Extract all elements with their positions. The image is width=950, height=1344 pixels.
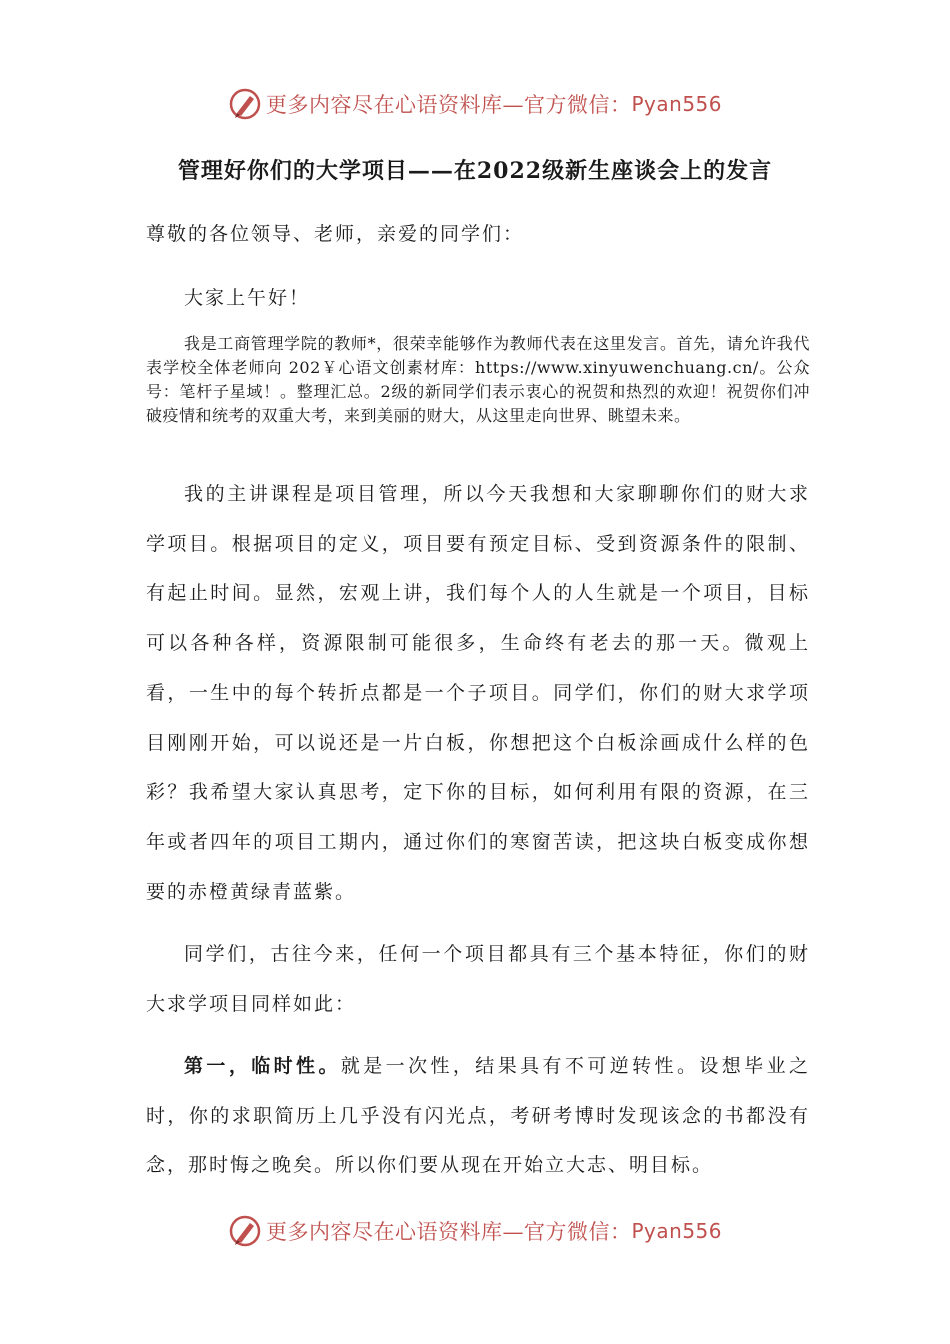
banner-wechat-id: Pyan556 — [631, 1219, 722, 1243]
banner-wechat-id: Pyan556 — [631, 92, 722, 116]
intro-paragraph: 我是工商管理学院的教师*，很荣幸能够作为教师代表在这里发言。首先，请允许我代表学校全体老师向 202￥心语文创素材库：https://www.xinyuwenchuang.cn/。公众号：笔杆子星域！。整理汇总。2级的新同学们表示衷心的祝贺和热烈的欢迎！祝贺你们冲破疫情和统考的双重大考，来到美丽的财大，从这里走向世界、眺望未来。 — [146, 334, 810, 425]
banner-text: 更多内容尽在心语资料库—官方微信： — [265, 93, 632, 117]
paragraph-lead: 第一，临时性。 — [184, 1055, 341, 1077]
greeting: 大家上午好！ — [184, 287, 311, 309]
pen-logo-icon — [228, 1214, 262, 1248]
paragraph-temporariness — [146, 1042, 810, 1191]
paragraph-text: 就是一次性，结果具有不可逆转性。设想毕业之时，你的求职简历上几乎没有闪光点，考研考博时发现该念的书都没有念，那时悔之晚矣。所以你们要从现在开始立大志、明目标。 — [146, 1055, 810, 1177]
banner-text: 更多内容尽在心语资料库—官方微信： — [265, 1220, 632, 1244]
footer-banner — [0, 1211, 950, 1251]
salutation: 尊敬的各位领导、老师，亲爱的同学们： — [146, 223, 525, 245]
document-title: 管理好你们的大学项目——在2022级新生座谈会上的发言 — [177, 158, 773, 184]
header-banner — [0, 84, 950, 124]
paragraph-three-features: 同学们，古往今来，任何一个项目都具有三个基本特征，你们的财大求学项目同样如此： — [146, 943, 810, 1015]
paragraph-project-management: 我的主讲课程是项目管理，所以今天我想和大家聊聊你们的财大求学项目。根据项目的定义，项目要有预定目标、受到资源条件的限制、有起止时间。显然，宏观上讲，我们每个人的人生就是一个项目，目标可以各种各样，资源限制可能很多，生命终有老去的那一天。微观上看，一生中的每个转折点都是一个子项目。同学们，你们的财大求学项目刚刚开始，可以说还是一片白板，你想把这个白板涂画成什么样的色彩？我希望大家认真思考，定下你的目标，如何利用有限的资源，在三年或者四年的项目工期内，通过你们的寒窗苦读，把这块白板变成你想要的赤橙黄绿青蓝紫。 — [146, 483, 810, 903]
pen-logo-icon — [228, 87, 262, 121]
